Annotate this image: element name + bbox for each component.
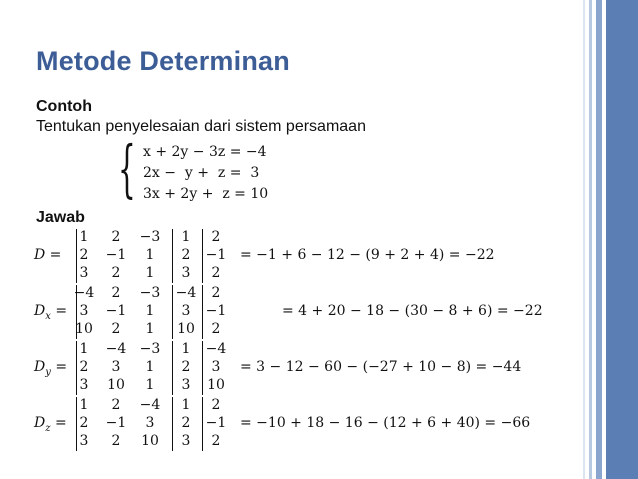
matrix-cell: 1: [79, 341, 89, 357]
matrix-bar-right: [202, 397, 203, 451]
matrix-cell: 2: [111, 321, 121, 337]
matrix-cell: −3: [139, 285, 161, 301]
matrix-cell: 1: [145, 359, 155, 375]
matrix-cell: 3: [79, 433, 89, 449]
matrix-cell: 1: [181, 229, 191, 245]
contoh-label: Contoh: [36, 98, 92, 115]
determinant-symbol: [34, 247, 61, 263]
matrix-cell: 2: [111, 265, 121, 281]
determinant-result: = 3 − 12 − 60 − (−27 + 10 − 8) = −44: [240, 359, 522, 375]
matrix-cell: −1: [205, 247, 227, 263]
matrix-cell: 10: [75, 321, 93, 337]
matrix-cell: 1: [145, 265, 155, 281]
matrix-cell: 3: [181, 303, 191, 319]
matrix-bar-middle: [172, 341, 173, 395]
matrix-cell: 3: [181, 265, 191, 281]
determinant-symbol: [34, 359, 67, 378]
determinant-letter: D: [34, 415, 46, 431]
determinant-symbol: [34, 303, 67, 322]
determinant-result: = 4 + 20 − 18 − (30 − 8 + 6) = −22: [282, 303, 543, 319]
matrix-cell: 3: [181, 377, 191, 393]
matrix-cell: 2: [211, 321, 221, 337]
matrix-cell: 2: [211, 397, 221, 413]
matrix-cell: 3: [79, 303, 89, 319]
matrix-cell: 3: [79, 265, 89, 281]
equals-sign: =: [50, 359, 68, 375]
determinant-letter: D: [34, 303, 46, 319]
matrix-cell: 1: [79, 229, 89, 245]
matrix-cell: 2: [79, 415, 89, 431]
matrix-cell: 3: [211, 359, 221, 375]
matrix-cell: −4: [139, 397, 161, 413]
matrix-bar-middle: [172, 285, 173, 339]
determinant-subscript: y: [45, 366, 51, 378]
matrix-cell: 2: [111, 229, 121, 245]
matrix-cell: −4: [205, 341, 227, 357]
matrix-cell: 2: [181, 415, 191, 431]
determinant-result: = −1 + 6 − 12 − (9 + 2 + 4) = −22: [240, 247, 495, 263]
determinant-z: [34, 397, 594, 453]
determinant-letter: D: [34, 247, 46, 263]
matrix-cell: −3: [139, 341, 161, 357]
matrix-cell: 3: [111, 359, 121, 375]
matrix-cell: 2: [211, 229, 221, 245]
matrix-cell: −1: [205, 415, 227, 431]
matrix-cell: 1: [79, 397, 89, 413]
matrix-cell: −3: [139, 229, 161, 245]
matrix-bar-middle: [172, 397, 173, 451]
matrix-cell: 2: [111, 433, 121, 449]
matrix-cell: −4: [105, 341, 127, 357]
determinant-symbol: [34, 415, 67, 434]
equals-sign: =: [50, 303, 68, 319]
matrix-cell: 10: [107, 377, 125, 393]
determinant-x: [34, 285, 594, 341]
matrix-cell: 10: [177, 321, 195, 337]
sidebar-stripe: [596, 0, 602, 479]
determinant-result: = −10 + 18 − 16 − (12 + 6 + 40) = −66: [240, 415, 531, 431]
determinant-main: [34, 229, 594, 285]
equals-sign: =: [50, 415, 67, 431]
sidebar-stripe: [606, 0, 638, 479]
system-brace: {: [118, 132, 136, 205]
matrix-cell: 3: [79, 377, 89, 393]
determinant-y: [34, 341, 594, 397]
matrix-cell: 3: [145, 415, 155, 431]
matrix-cell: 2: [211, 285, 221, 301]
equals-sign: =: [45, 247, 62, 263]
matrix-cell: −4: [73, 285, 95, 301]
matrix-cell: 2: [211, 433, 221, 449]
problem-statement: Tentukan penyelesaian dari sistem persamaan: [36, 118, 366, 135]
matrix-cell: 2: [181, 359, 191, 375]
matrix-cell: 1: [145, 303, 155, 319]
matrix-cell: 1: [181, 397, 191, 413]
matrix-cell: 2: [111, 397, 121, 413]
matrix-cell: 2: [211, 265, 221, 281]
matrix-cell: −1: [105, 303, 127, 319]
matrix-cell: −4: [175, 285, 197, 301]
matrix-cell: −1: [105, 247, 127, 263]
matrix-cell: 10: [207, 377, 225, 393]
matrix-bar-middle: [172, 229, 173, 283]
determinant-letter: D: [34, 359, 46, 375]
matrix-cell: 2: [181, 247, 191, 263]
matrix-cell: 3: [181, 433, 191, 449]
matrix-cell: 2: [79, 359, 89, 375]
matrix-cell: 2: [111, 285, 121, 301]
determinant-subscript: x: [45, 310, 51, 322]
matrix-bar-right: [202, 341, 203, 395]
matrix-bar-right: [202, 229, 203, 283]
matrix-cell: 2: [79, 247, 89, 263]
matrix-cell: −1: [205, 303, 227, 319]
matrix-cell: 1: [145, 377, 155, 393]
matrix-cell: 10: [141, 433, 159, 449]
matrix-cell: 1: [145, 247, 155, 263]
determinant-subscript: z: [45, 422, 51, 434]
matrix-bar-right: [202, 285, 203, 339]
matrix-cell: 1: [181, 341, 191, 357]
jawab-label: Jawab: [36, 209, 85, 226]
matrix-cell: 1: [145, 321, 155, 337]
matrix-cell: −1: [105, 415, 127, 431]
slide-title: Metode Determinan: [36, 46, 290, 76]
